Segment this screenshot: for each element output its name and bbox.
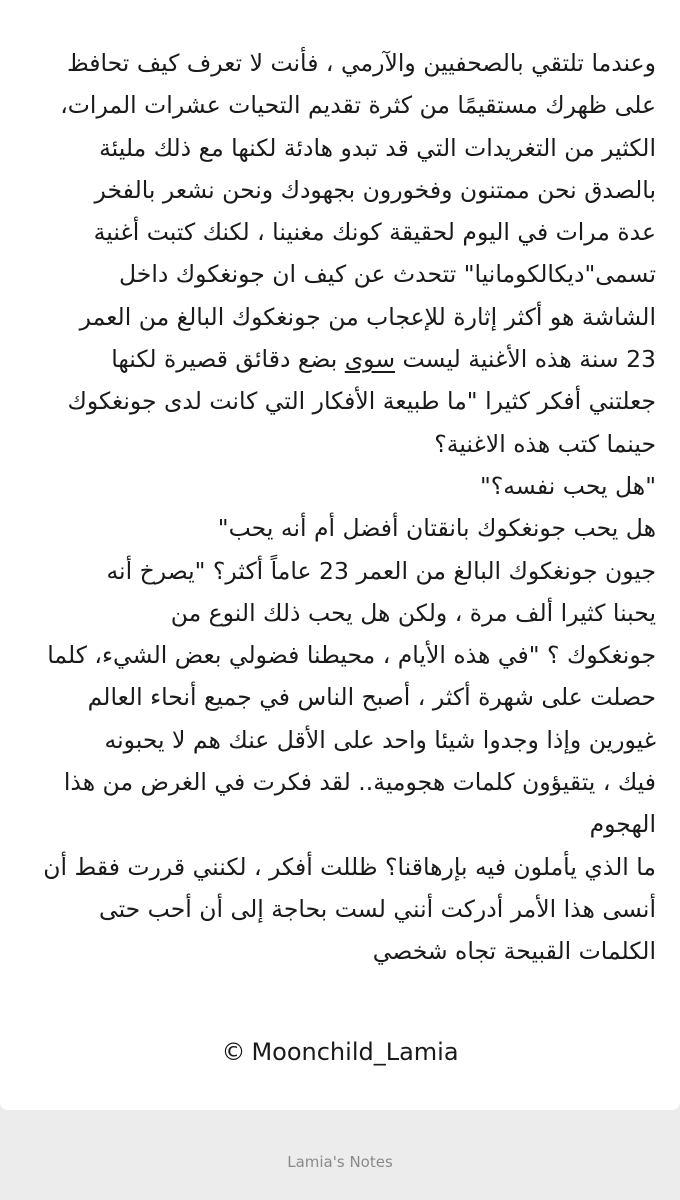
note-line: فيك ، يتقيؤون كلمات هجومية.. لقد فكرت في الغرض من هذا bbox=[63, 768, 656, 797]
note-line: هل يحب جونغكوك بانقتان أفضل أم أنه يحب" bbox=[217, 514, 656, 543]
app-name[interactable]: Lamia's Notes bbox=[287, 1153, 393, 1171]
note-line: جونغكوك ؟ "في هذه الأيام ، محيطنا فضولي بعض الشيء، كلما bbox=[47, 641, 656, 670]
note-line: يحبنا كثيرا ألف مرة ، ولكن هل يحب ذلك النوع من bbox=[170, 598, 656, 627]
note-line: عدة مرات في اليوم لحقيقة كونك مغنينا ، لكنك كتبت أغنية bbox=[93, 218, 656, 247]
copyright-signature bbox=[0, 1034, 680, 1070]
note-line: جعلتني أفكر كثيرا "ما طبيعة الأفكار التي كانت لدى جونغكوك bbox=[67, 387, 656, 416]
note-line-with-underline bbox=[24, 338, 656, 380]
note-line: الكثير من التغريدات التي قد تبدو هادئة لكنها مع ذلك مليئة bbox=[99, 133, 656, 162]
note-line: حصلت على شهرة أكثر ، أصبح الناس في جميع أنحاء العالم bbox=[87, 683, 656, 712]
note-line: وعندما تلتقي بالصحفيين والآرمي ، فأنت لا تعرف كيف تحافظ bbox=[66, 49, 656, 77]
note-line: الكلمات القبيحة تجاه شخصي bbox=[372, 937, 656, 966]
author-name: Moonchild_Lamia bbox=[251, 1038, 459, 1066]
note-body bbox=[24, 42, 656, 973]
note-line: جيون جونغكوك البالغ من العمر 23 عاماً أكثر؟ "يصرخ أنه bbox=[106, 556, 656, 585]
underlined-word: سوى bbox=[344, 345, 396, 374]
note-text: بضع دقائق قصيرة لكنها bbox=[111, 345, 345, 374]
note-line: غيورين وإذا وجدوا شيئا واحد على الأقل عنك هم لا يحبونه bbox=[104, 725, 656, 754]
note-line: الشاشة هو أكثر إثارة للإعجاب من جونغكوك البالغ من العمر bbox=[79, 302, 656, 331]
note-line: بالصدق نحن ممتنون وفخورون بجهودك ونحن نشعر بالفخر bbox=[94, 175, 656, 204]
note-line: تسمى"ديكالكومانيا" تتحدث عن كيف ان جونغكوك داخل bbox=[119, 260, 656, 289]
note-line: "هل يحب نفسه؟" bbox=[480, 471, 656, 500]
note-line: ما الذي يأملون فيه بإرهاقنا؟ ظللت أفكر ، لكنني قررت فقط أن bbox=[43, 852, 656, 881]
note-line: على ظهرك مستقيمًا من كثرة تقديم التحيات عشرات المرات، bbox=[60, 91, 656, 120]
note-line: حينما كتب هذه الاغنية؟ bbox=[434, 429, 656, 458]
note-text: 23 سنة هذه الأغنية ليست bbox=[395, 345, 656, 374]
app-footer bbox=[0, 1110, 680, 1200]
note-line: الهجوم bbox=[589, 810, 656, 839]
note-line: أنسى هذا الأمر أدركت أنني لست بحاجة إلى أن أحب حتى bbox=[98, 894, 656, 923]
copyright-icon: © bbox=[221, 1038, 246, 1066]
